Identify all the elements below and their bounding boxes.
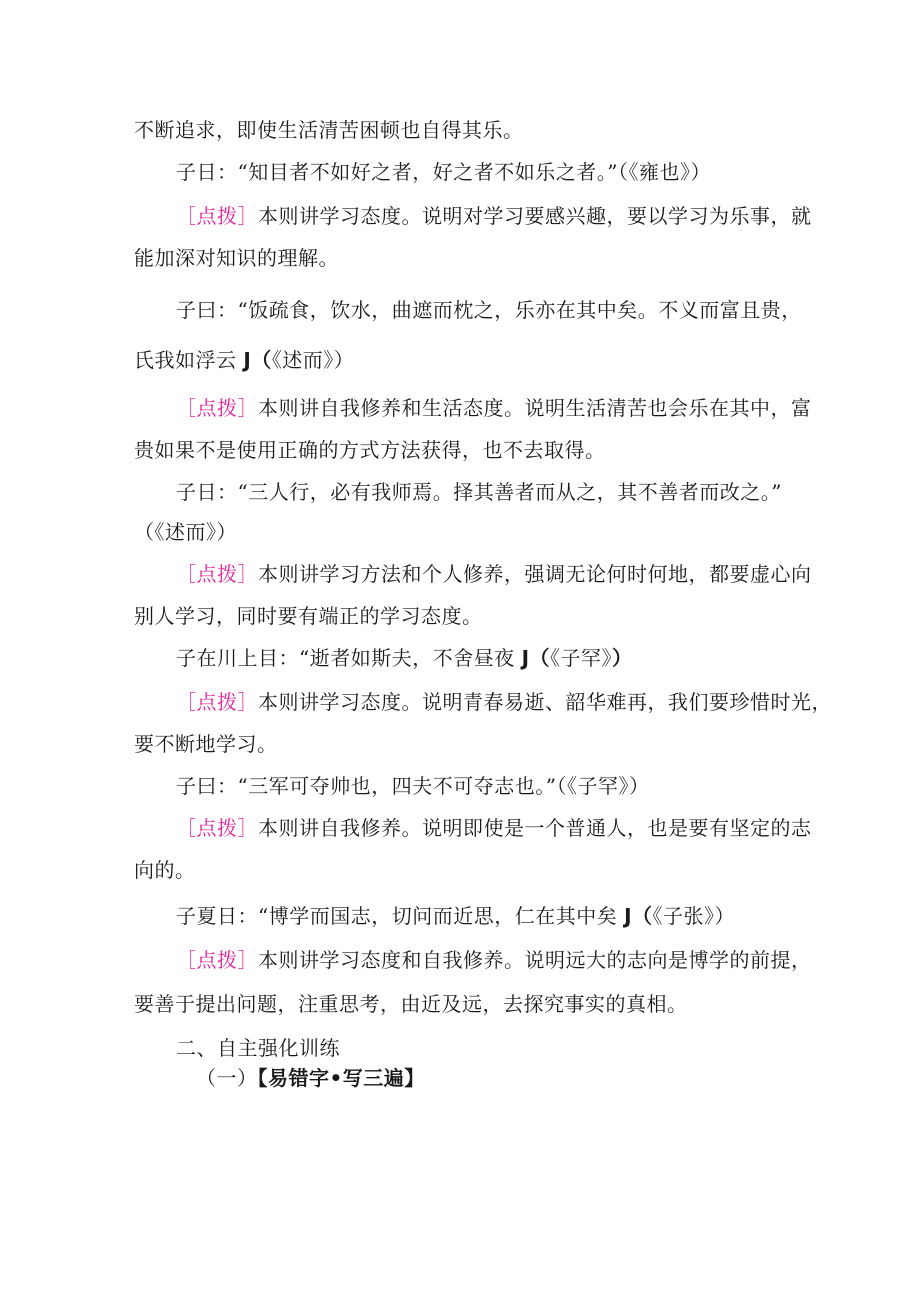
annotation-tag: ［点拨］	[176, 204, 258, 228]
annotation-text: 本则讲学习态度和自我修养。说明远大的志向是博学的前提，	[258, 948, 812, 972]
annotation-line	[176, 947, 812, 973]
quote-text: 子在川上目：“逝者如斯夫，不舍昼夜	[176, 646, 515, 670]
annotation-tag: ［点拨］	[176, 948, 258, 972]
annotation-text: 本则讲学习方法和个人修养，强调无论何时何地，都要虚心向	[258, 562, 812, 586]
annotation-tag: ［点拨］	[176, 690, 258, 714]
annotation-line	[176, 561, 812, 587]
quote-line: 子曰：“饭疏食，饮水，曲遮而枕之，乐亦在其中矣。不义而富且贵，	[176, 298, 802, 322]
subsection-number: （一）	[196, 1066, 258, 1090]
text-line: 能加深对知识的理解。	[134, 246, 339, 270]
text-line: 贵如果不是使用正确的方式方法获得，也不去取得。	[134, 438, 606, 462]
source-ref: （《述而》）	[134, 520, 237, 544]
annotation-line	[176, 395, 812, 421]
annotation-text: 本则讲学习态度。说明对学习要感兴趣，要以学习为乐事，就	[258, 204, 812, 228]
ocr-glyph: ）	[612, 646, 633, 670]
annotation-tag: ［点拨］	[176, 562, 258, 586]
text-line: 要不断地学习。	[134, 732, 278, 756]
quote-line	[134, 347, 354, 373]
text-line: 要善于提出问题，注重思考，由近及远，去探究事实的真相。	[134, 992, 688, 1016]
text-line: 不断追求，即使生活清苦困顿也自得其乐。	[134, 118, 524, 142]
annotation-text: 本则讲自我修养。说明即使是一个普通人，也是要有坚定的志	[258, 816, 812, 840]
annotation-line	[176, 689, 832, 715]
quote-line	[176, 903, 735, 929]
source-ref: 《子张》）	[652, 904, 736, 928]
annotation-tag: ［点拨］	[176, 816, 258, 840]
section-heading: 二、自主强化训练	[176, 1036, 340, 1060]
text-line: 向的。	[134, 858, 196, 882]
quote-line	[176, 645, 633, 671]
subsection-heading	[196, 1065, 425, 1091]
subsection-title: 【易错字•写三遍】	[257, 1066, 425, 1090]
ocr-glyph: J（	[624, 904, 653, 928]
quote-line: 子曰：“三军可夺帅也，四夫不可夺志也。”（《子罕》）	[176, 774, 650, 798]
quote-text: 氏我如浮云	[134, 348, 237, 372]
source-ref: 《述而》）	[271, 348, 355, 372]
annotation-text: 本则讲学习态度。说明青春易逝、韶华难再，我们要珍惜时光，	[258, 690, 832, 714]
ocr-glyph: J（	[243, 348, 272, 372]
ocr-glyph: J（	[521, 646, 551, 670]
quote-line: 子日：“三人行，必有我师焉。择其善者而从之，其不善者而改之。”	[176, 480, 782, 504]
text-line: 别人学习，同时要有端正的学习态度。	[134, 604, 483, 628]
annotation-line	[176, 815, 812, 841]
quote-line: 子日：“知目者不如好之者，好之者不如乐之者。”（《雍也》）	[176, 160, 711, 184]
annotation-tag: ［点拨］	[176, 396, 258, 420]
quote-text: 子夏日：“博学而国志，切问而近思，仁在其中矣	[176, 904, 618, 928]
annotation-text: 本则讲自我修养和生活态度。说明生活清苦也会乐在其中，富	[258, 396, 812, 420]
source-ref: 《子罕》	[550, 646, 613, 670]
annotation-line	[176, 203, 812, 229]
